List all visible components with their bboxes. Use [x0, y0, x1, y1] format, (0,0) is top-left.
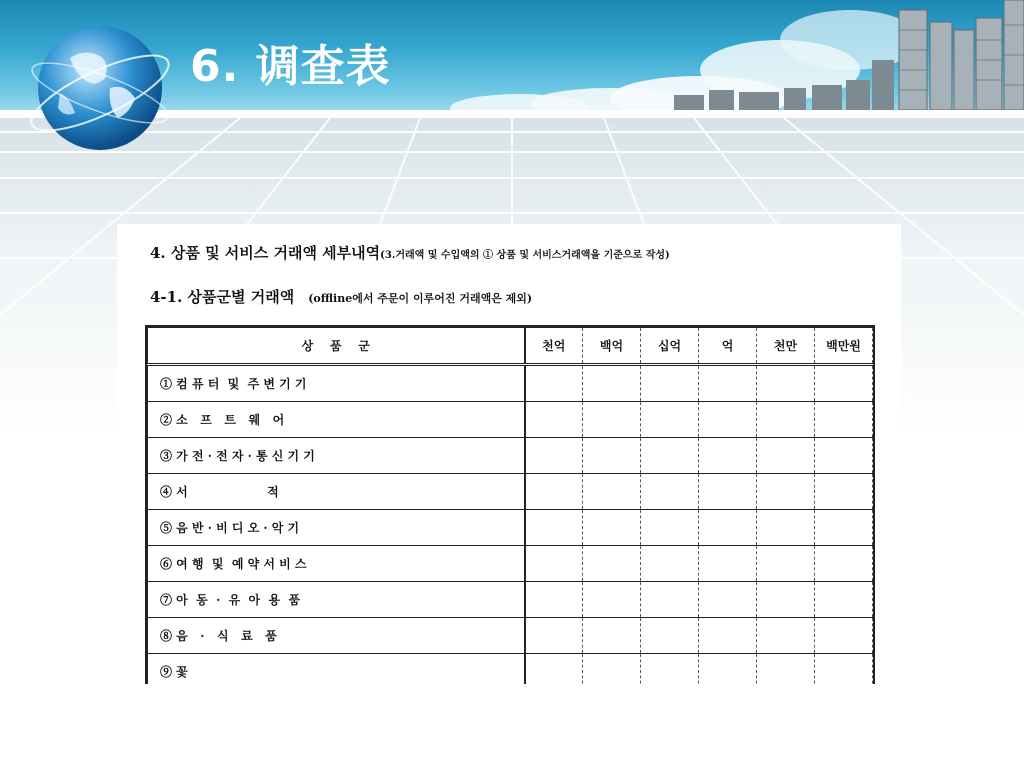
- table-row: [148, 474, 873, 510]
- category-cell: [148, 474, 525, 510]
- table-row: [148, 582, 873, 618]
- table-row: [148, 510, 873, 546]
- amount-cell: [525, 654, 583, 685]
- amount-cell: [641, 474, 699, 510]
- amount-cell: [525, 618, 583, 654]
- amount-cell: [699, 365, 757, 402]
- amount-cell: [815, 402, 873, 438]
- category-cell: [148, 654, 525, 685]
- table-row: [148, 546, 873, 582]
- amount-cell: [641, 365, 699, 402]
- table-row: [148, 402, 873, 438]
- category-label: ② 소 프 트 웨 어: [160, 413, 285, 427]
- amount-cell: [583, 546, 641, 582]
- amount-cell: [641, 438, 699, 474]
- category-label: ⑨ 꽃: [160, 665, 188, 679]
- category-label: ⑧ 음 · 식 료 품: [160, 629, 277, 643]
- category-label: ③ 가 전 · 전 자 · 통 신 기 기: [160, 449, 315, 463]
- amount-cell: [583, 402, 641, 438]
- amount-cell: [641, 618, 699, 654]
- amount-cell: [815, 654, 873, 685]
- amount-cell: [583, 582, 641, 618]
- category-label: ④ 서 적: [160, 485, 279, 499]
- category-label: ⑦ 아 동 · 유 아 용 품: [160, 593, 301, 607]
- amount-cell: [525, 402, 583, 438]
- category-cell: [148, 438, 525, 474]
- amount-cell: [641, 510, 699, 546]
- section-heading: [150, 242, 670, 263]
- amount-header: 억: [699, 328, 757, 365]
- amount-cell: [757, 402, 815, 438]
- category-cell: [148, 546, 525, 582]
- amount-cell: [583, 510, 641, 546]
- amount-cell: [757, 618, 815, 654]
- category-cell: [148, 582, 525, 618]
- product-category-table: [147, 327, 873, 684]
- amount-cell: [641, 402, 699, 438]
- amount-cell: [583, 654, 641, 685]
- amount-cell: [757, 510, 815, 546]
- amount-header: 천만: [757, 328, 815, 365]
- amount-cell: [699, 474, 757, 510]
- globe-icon: [30, 18, 170, 158]
- amount-cell: [815, 474, 873, 510]
- amount-cell: [699, 654, 757, 685]
- amount-cell: [525, 510, 583, 546]
- amount-cell: [815, 582, 873, 618]
- section-title: 4. 상품 및 서비스 거래액 세부내역: [150, 244, 381, 262]
- amount-cell: [525, 582, 583, 618]
- category-label: ⑤ 음 반 · 비 디 오 · 악 기: [160, 521, 300, 535]
- category-cell: [148, 402, 525, 438]
- amount-cell: [583, 438, 641, 474]
- amount-cell: [525, 546, 583, 582]
- subsection-title: 4-1. 상품군별 거래액: [150, 288, 295, 306]
- amount-cell: [757, 438, 815, 474]
- amount-cell: [699, 582, 757, 618]
- amount-cell: [815, 438, 873, 474]
- amount-cell: [699, 402, 757, 438]
- amount-cell: [699, 438, 757, 474]
- table-row: [148, 618, 873, 654]
- category-label: ① 컴 퓨 터 및 주 변 기 기: [160, 377, 307, 391]
- amount-header: 십억: [641, 328, 699, 365]
- subsection-heading: [150, 286, 532, 307]
- amount-cell: [699, 510, 757, 546]
- amount-cell: [699, 618, 757, 654]
- amount-cell: [583, 365, 641, 402]
- slide-title: 6. 调查表: [190, 41, 391, 92]
- subsection-note: (offline에서 주문이 이루어진 거래액은 제외): [308, 292, 533, 305]
- table-header-row: [148, 328, 873, 365]
- amount-cell: [641, 582, 699, 618]
- category-cell: [148, 510, 525, 546]
- amount-cell: [641, 546, 699, 582]
- category-header: 상 품 군: [148, 328, 525, 365]
- table-row: [148, 438, 873, 474]
- amount-cell: [815, 546, 873, 582]
- amount-cell: [757, 654, 815, 685]
- amount-cell: [815, 510, 873, 546]
- amount-cell: [699, 546, 757, 582]
- amount-cell: [815, 618, 873, 654]
- amount-cell: [525, 438, 583, 474]
- amount-cell: [815, 365, 873, 402]
- amount-cell: [757, 582, 815, 618]
- amount-cell: [757, 365, 815, 402]
- section-note: (3.거래액 및 수입액의 ① 상품 및 서비스거래액을 기준으로 작성): [380, 250, 670, 261]
- category-label: ⑥ 여 행 및 예 약 서 비 스: [160, 557, 307, 571]
- table-row: [148, 365, 873, 402]
- amount-cell: [583, 474, 641, 510]
- amount-cell: [641, 654, 699, 685]
- category-cell: [148, 618, 525, 654]
- amount-cell: [757, 474, 815, 510]
- amount-cell: [525, 365, 583, 402]
- amount-cell: [757, 546, 815, 582]
- amount-header: 천억: [525, 328, 583, 365]
- amount-cell: [525, 474, 583, 510]
- amount-header: 백만원: [815, 328, 873, 365]
- category-cell: [148, 365, 525, 402]
- table-row: [148, 654, 873, 685]
- amount-cell: [583, 618, 641, 654]
- amount-header: 백억: [583, 328, 641, 365]
- city-skyline-image: [554, 0, 1024, 118]
- survey-form-image: [117, 224, 901, 684]
